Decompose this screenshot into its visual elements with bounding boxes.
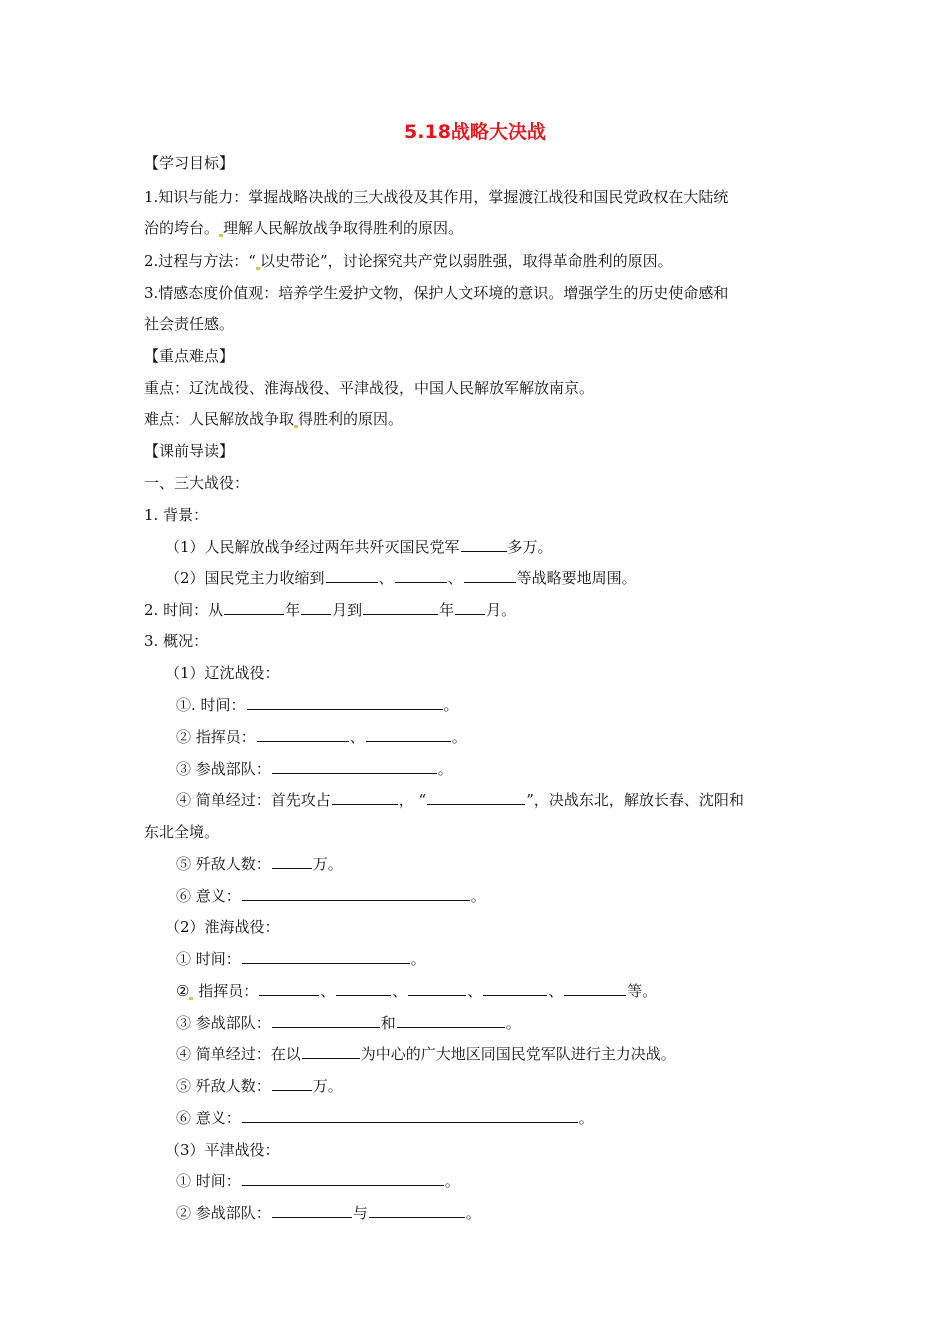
blank-field[interactable] [336,980,391,996]
liaoshen-process: ④ 简单经过：首先攻占 ， “ ”，决战东北，解放长春、沈阳和 [176,791,744,809]
key-points-header: 【重点难点】 [144,347,235,365]
blank-field[interactable] [301,599,331,615]
background-heading: 1. 背景： [144,506,209,524]
goal-1-line-b: 治的垮台。 理解人民解放战争取得胜利的原因。 [144,219,464,237]
huaihai-title: （2）淮海战役： [165,918,280,936]
goals-header: 【学习目标】 [144,154,235,172]
blank-field[interactable] [272,853,312,869]
background-item-2: （2）国民党主力收缩到 、 、 等战略要地周围。 [165,569,637,587]
blank-field[interactable] [259,980,319,996]
liaoshen-process-cont: 东北全境。 [144,823,220,841]
pingjin-troops: ② 参战部队： 与 。 [176,1204,481,1222]
blank-field[interactable] [272,1075,312,1091]
liaoshen-commanders: ② 指挥员： 、 。 [176,728,467,746]
blank-field[interactable] [332,789,398,805]
blank-field[interactable] [242,948,410,964]
huaihai-troops: ③ 参战部队： 和 。 [176,1014,521,1032]
preview-header: 【课前导读】 [144,442,235,460]
huaihai-process: ④ 简单经过：在以 为中心的广大地区同国民党军队进行主力决战。 [176,1045,676,1063]
blank-field[interactable] [408,980,466,996]
part-one-heading: 一、三大战役： [144,474,250,492]
blank-field[interactable] [272,758,437,774]
goal-3-line-a: 3.情感态度价值观：培养学生爱护文物，保护人文环境的意识。增强学生的历史使命感和 [144,284,729,302]
blank-field[interactable] [483,980,547,996]
blank-field[interactable] [242,885,470,901]
blank-field[interactable] [302,1043,360,1059]
difficulty: 难点：人民解放战争取 得胜利的原因。 [144,410,404,428]
huaihai-meaning: ⑥ 意义： 。 [176,1109,594,1127]
blank-field[interactable] [427,789,525,805]
huaihai-enemy: ⑤ 歼敌人数： 万。 [176,1077,343,1095]
blank-field[interactable] [461,536,507,552]
overview-heading: 3. 概况： [144,632,209,650]
blank-field[interactable] [242,1170,444,1186]
liaoshen-troops: ③ 参战部队： 。 [176,760,453,778]
blank-field[interactable] [272,1202,352,1218]
blank-field[interactable] [395,567,447,583]
document-title: 5.18战略大决战 [404,121,546,143]
liaoshen-time: ①. 时间： 。 [176,696,459,714]
huaihai-time: ① 时间： 。 [176,950,426,968]
blank-field[interactable] [397,1012,505,1028]
goal-1-line-a: 1.知识与能力：掌握战略决战的三大战役及其作用，掌握渡江战役和国民党政权在大陆统 [144,188,729,206]
blank-field[interactable] [247,694,443,710]
blank-field[interactable] [455,599,485,615]
liaoshen-enemy: ⑤ 歼敌人数： 万。 [176,855,343,873]
goal-3-line-b: 社会责任感。 [144,315,235,333]
liaoshen-meaning: ⑥ 意义： 。 [176,887,486,905]
blank-field[interactable] [369,1202,465,1218]
blank-field[interactable] [242,1107,578,1123]
blank-field[interactable] [257,726,349,742]
blank-field[interactable] [366,726,451,742]
pingjin-time: ① 时间： 。 [176,1172,460,1190]
blank-field[interactable] [363,599,438,615]
pingjin-title: （3）平津战役： [165,1141,280,1159]
key-point: 重点：辽沈战役、淮海战役、平津战役，中国人民解放军解放南京。 [144,379,595,397]
blank-field[interactable] [464,567,516,583]
time-line: 2. 时间：从 年 月到 年 月。 [144,601,517,619]
blank-field[interactable] [326,567,378,583]
blank-field[interactable] [564,980,626,996]
blank-field[interactable] [272,1012,380,1028]
blank-field[interactable] [224,599,284,615]
huaihai-commanders: ② 指挥员： 、 、 、 、 等。 [176,982,658,1000]
liaoshen-title: （1）辽沈战役： [165,664,280,682]
background-item-1: （1）人民解放战争经过两年共歼灭国民党军 多万。 [165,538,553,556]
goal-2: 2.过程与方法：“ 以史带论”，讨论探究共产党以弱胜强，取得革命胜利的原因。 [144,252,673,270]
